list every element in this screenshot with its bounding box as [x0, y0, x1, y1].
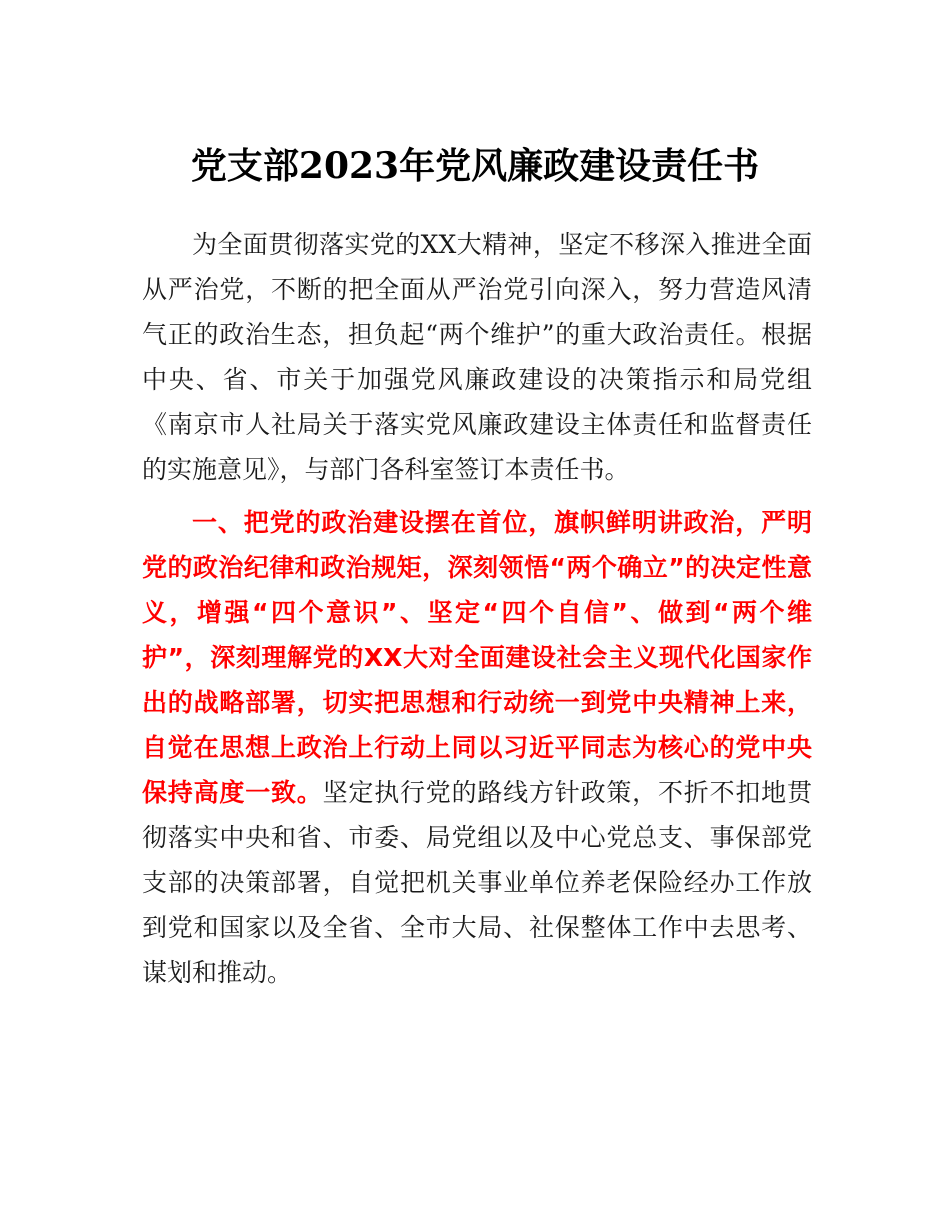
section-one-paragraph [142, 500, 812, 995]
section-one-body: 坚定执行党的路线方针政策，不折不扣地贯彻落实中央和省、市委、局党组以及中心党总支、事保部党支部的决策部署，自觉把机关事业单位养老保险经办工作放到党和国家以及全省、全市大局、社保整体工作中去思考、谋划和推动。 [142, 778, 812, 987]
intro-paragraph: 为全面贯彻落实党的XX大精神，坚定不移深入推进全面从严治党，不断的把全面从严治党引向深入，努力营造风清气正的政治生态，担负起“两个维护”的重大政治责任。根据中央、省、市关于加强党风廉政建设的决策指示和局党组《南京市人社局关于落实党风廉政建设主体责任和监督责任的实施意见》，与部门各科室签订本责任书。 [142, 230, 812, 484]
document-title: 党支部2023年党风廉政建设责任书 [190, 145, 760, 187]
section-one-highlight: 一、把党的政治建设摆在首位，旗帜鲜明讲政治，严明党的政治纪律和政治规矩，深刻领悟“两个确立”的决定性意义，增强“四个意识”、坚定“四个自信”、做到“两个维护”，深刻理解党的XX大对全面建设社会主义现代化国家作出的战略部署，切实把思想和行动统一到党中央精神上来，自觉在思想上政治上行动上同以习近平同志为核心的党中央保持高度一致。 [142, 508, 812, 807]
